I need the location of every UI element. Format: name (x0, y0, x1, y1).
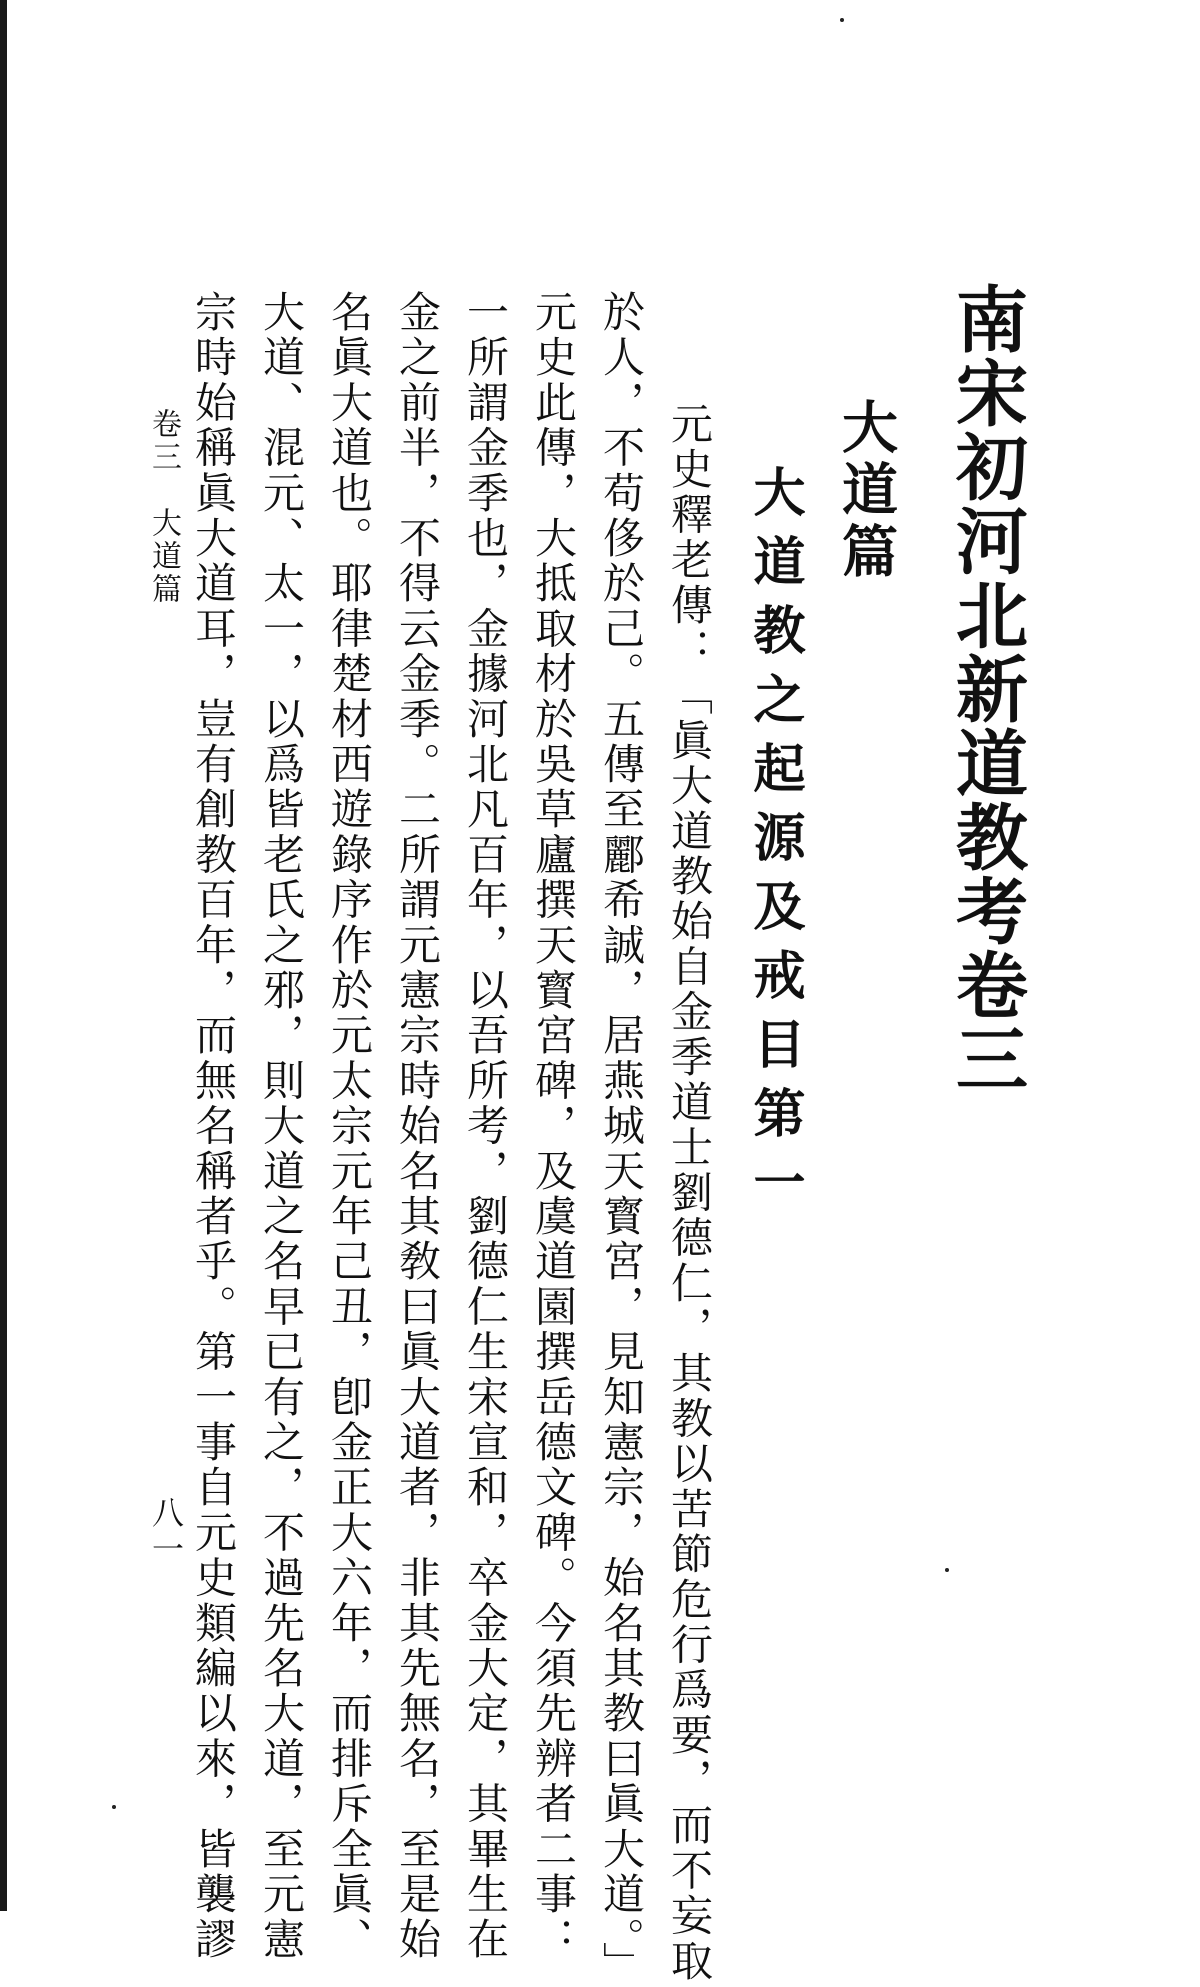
section-heading: 大道篇 (833, 398, 899, 584)
print-speck (840, 18, 844, 22)
body-line: 於人，不苟侈於己。五傳至酈希誠，居燕城天寳宮，見知憲宗，始名其教曰眞大道。」 (597, 290, 646, 1987)
print-speck (112, 1805, 116, 1809)
body-line: 金之前半，不得云金季。二所謂元憲宗時始名其敎曰眞大道者，非其先無名，至是始 (393, 290, 442, 1963)
print-speck (945, 1568, 949, 1572)
body-line: 元史此傳，大抵取材於吳草廬撰天寳宮碑，及虞道園撰岳德文碑。今須先辨者二事： (529, 290, 578, 1963)
book-title: 南宋初河北新道教考卷三 (944, 282, 1029, 1096)
page-number: 八一 (147, 1496, 185, 1568)
body-line: 一所謂金季也，金據河北凡百年，以吾所考，劉德仁生宋宣和，卒金大定，其畢生在 (461, 290, 510, 1963)
page-edge-line (0, 0, 7, 1911)
body-line: 元史釋老傳：「眞大道教始自金季道士劉德仁，其教以苦節危行爲要，而不妄取 (665, 402, 714, 1984)
chapter-heading: 大道教之起源及戒目第一 (744, 465, 805, 1224)
running-head: 卷三 大道篇 (146, 408, 181, 606)
body-line: 宗時始稱眞大道耳，豈有創教百年，而無名稱者乎。第一事自元史類編以來，皆襲謬 (189, 290, 238, 1963)
body-line: 大道、混元、太一，以爲皆老氏之邪，則大道之名早已有之，不過先名大道，至元憲 (257, 290, 306, 1963)
body-line: 名眞大道也。耶律楚材西遊錄序作於元太宗元年己丑，卽金正大六年，而排斥全眞、 (325, 290, 374, 1963)
